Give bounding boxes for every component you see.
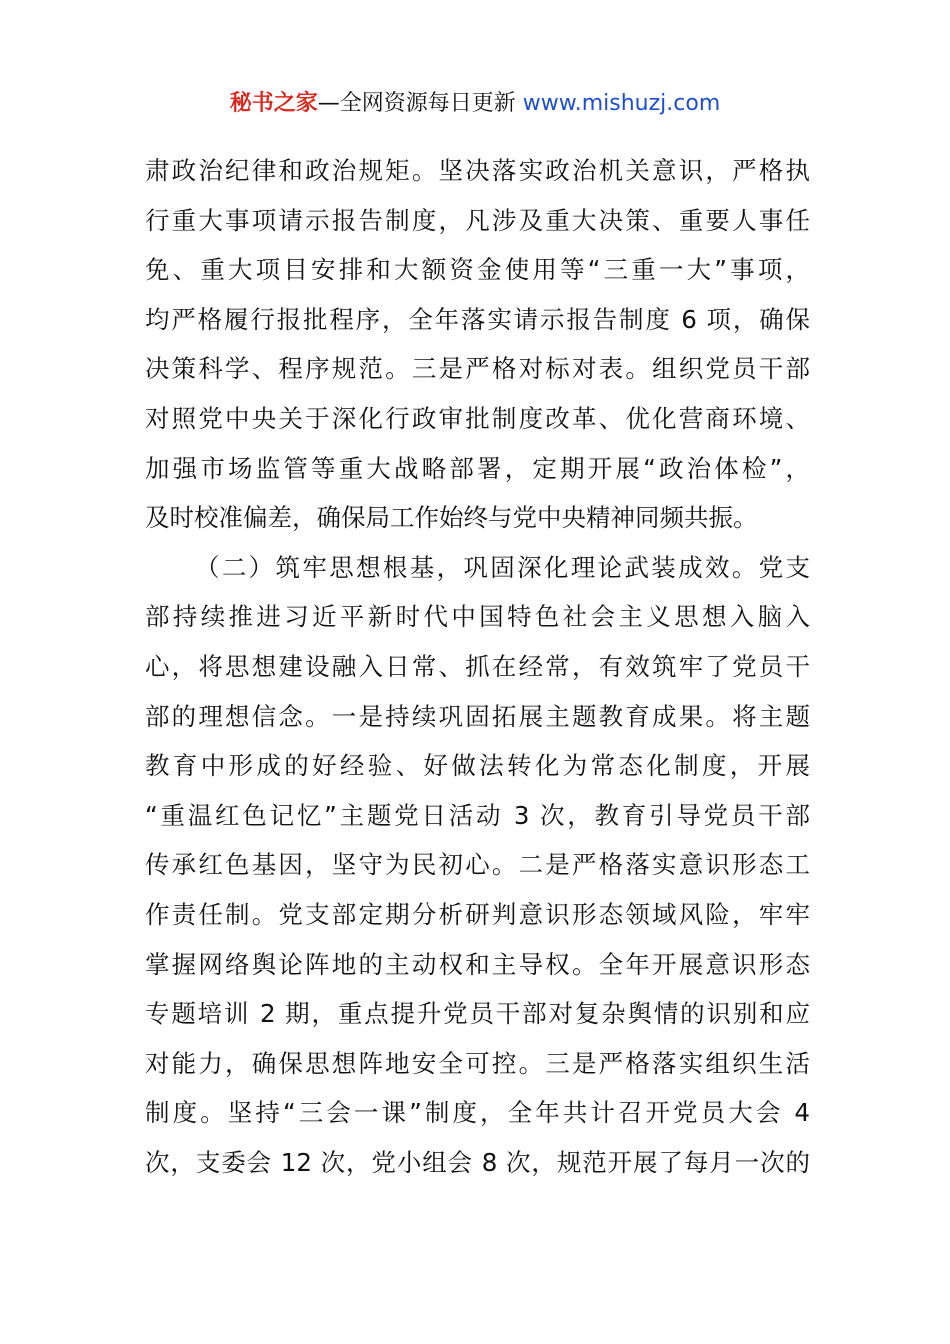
text-line: 次，支委会 12 次，党小组会 8 次，规范开展了每月一次的 (145, 1147, 810, 1177)
text-line: 免、重大项目安排和大额资金使用等“三重一大”事项， (145, 255, 810, 285)
text-line: 肃政治纪律和政治规矩。坚决落实政治机关意识，严格执 (145, 156, 810, 185)
text-line: 均严格履行报批程序，全年落实请示报告制度 6 项，确保 (145, 304, 810, 334)
site-header (0, 88, 950, 120)
text-line: 部持续推进习近平新时代中国特色社会主义思想入脑入 (145, 602, 810, 632)
text-line: 专题培训 2 期，重点提升党员干部对复杂舆情的识别和应 (145, 999, 810, 1029)
text-line: 及时校准偏差，确保局工作始终与党中央精神同频共振。 (145, 503, 758, 533)
text-line: 心，将思想建设融入日常、抓在经常，有效筑牢了党员干 (145, 651, 810, 681)
text-line: 对照党中央关于深化行政审批制度改革、优化营商环境、 (145, 403, 810, 433)
text-line: 部的理想信念。一是持续巩固拓展主题教育成果。将主题 (145, 701, 810, 731)
site-tagline: —全网资源每日更新 (317, 91, 516, 116)
text-line: 教育中形成的好经验、好做法转化为常态化制度，开展 (145, 751, 810, 781)
text-line: 作责任制。党支部定期分析研判意识形态领域风险，牢牢 (145, 899, 810, 929)
text-line: 行重大事项请示报告制度，凡涉及重大决策、重要人事任 (145, 205, 810, 235)
site-brand: 秘书之家 (229, 91, 318, 116)
site-url-link[interactable]: www.mishuzj.com (522, 91, 721, 116)
text-line: 制度。坚持“三会一课”制度，全年共计召开党员大会 4 (145, 1098, 810, 1128)
text-line: 决策科学、程序规范。三是严格对标对表。组织党员干部 (145, 354, 810, 384)
text-line: 加强市场监管等重大战略部署，定期开展“政治体检”， (145, 453, 810, 483)
text-line: 掌握网络舆论阵地的主动权和主导权。全年开展意识形态 (145, 949, 810, 979)
text-line: 对能力，确保思想阵地安全可控。三是严格落实组织生活 (145, 1048, 810, 1078)
text-line: 传承红色基因，坚守为民初心。二是严格落实意识形态工 (145, 850, 810, 880)
document-body (145, 146, 810, 1187)
text-line: “重温红色记忆”主题党日活动 3 次，教育引导党员干部 (145, 800, 810, 830)
section-heading-line: （二）筑牢思想根基，巩固深化理论武装成效。党支 (195, 552, 810, 582)
